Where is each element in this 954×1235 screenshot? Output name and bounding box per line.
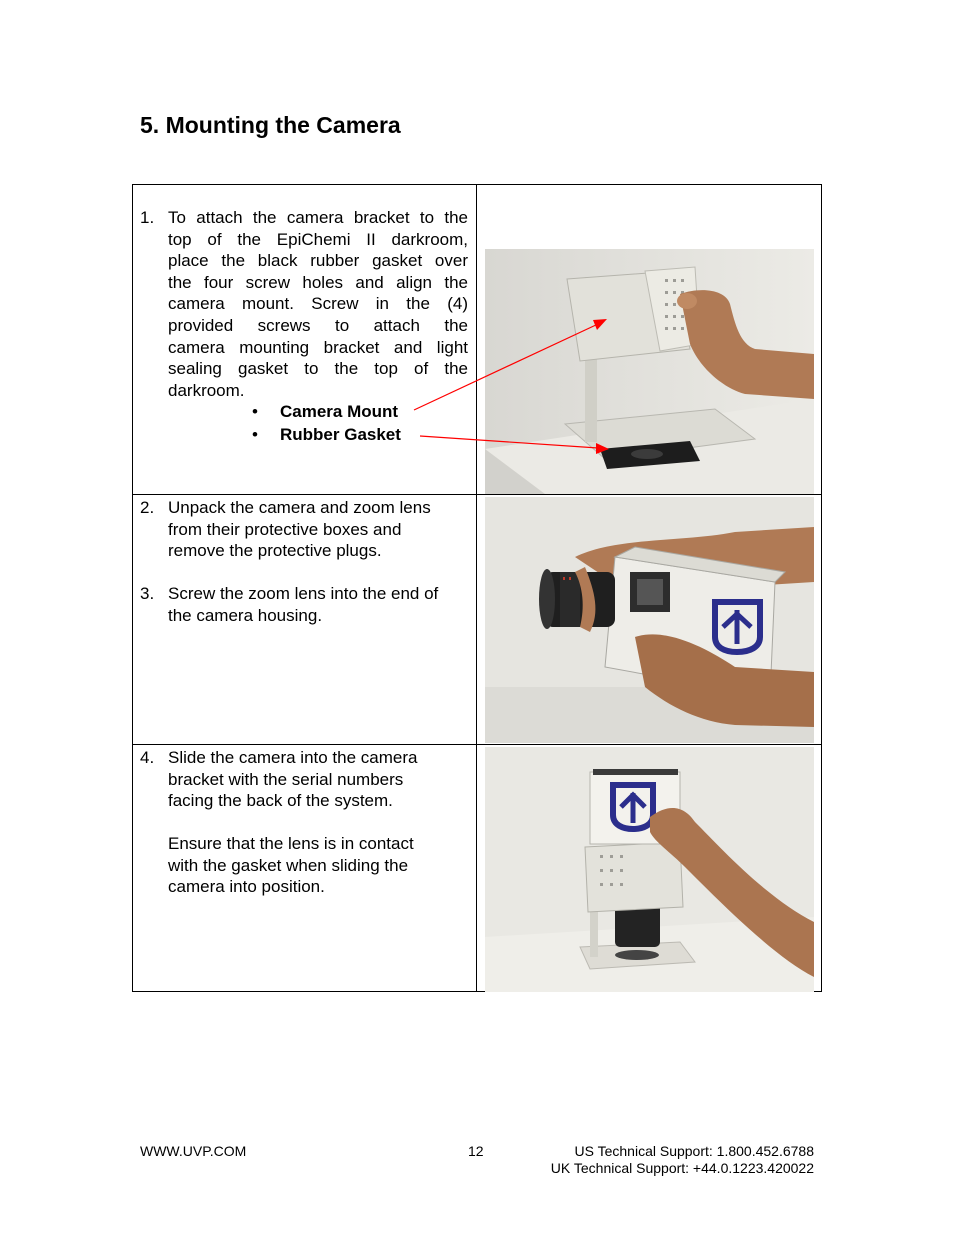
- step-note-line: camera into position.: [168, 877, 325, 897]
- arrow-camera-mount: [414, 324, 598, 410]
- step-text-line: camera mount. Screw in the (4): [168, 294, 468, 314]
- step-text-line: sealing gasket to the top of the: [168, 359, 468, 379]
- step-number: 1.: [140, 208, 155, 227]
- bullet-label: Rubber Gasket: [280, 425, 401, 444]
- bullet-dot: •: [252, 402, 258, 421]
- step-text-line: the four screw holes and align the: [168, 272, 468, 292]
- step-text-line: remove the protective plugs.: [168, 541, 382, 561]
- step-text-line: bracket with the serial numbers: [168, 769, 404, 789]
- photo-camera-lens: [485, 497, 814, 743]
- step-note-line: with the gasket when sliding the: [168, 855, 409, 875]
- step-text-line: darkroom.: [168, 380, 245, 400]
- step-text-line: Slide the camera into the camera: [168, 748, 418, 767]
- step-number: 3.: [140, 584, 155, 603]
- footer-page-number: 12: [468, 1143, 484, 1159]
- arrowhead-camera-mount: [593, 319, 607, 330]
- step-text-line: camera mounting bracket and light: [168, 337, 468, 357]
- step-text-line: top of the EpiChemi II darkroom,: [168, 229, 468, 249]
- step-text-line: To attach the camera bracket to the: [168, 208, 468, 227]
- footer-website: WWW.UVP.COM: [140, 1143, 247, 1159]
- step-number: 4.: [140, 748, 155, 767]
- step-text-line: place the black rubber gasket over: [168, 251, 468, 271]
- step-text-line: from their protective boxes and: [168, 519, 402, 539]
- arrow-rubber-gasket: [420, 436, 598, 448]
- step-number: 2.: [140, 498, 155, 517]
- step-text-line: facing the back of the system.: [168, 791, 393, 811]
- step-text-line: Unpack the camera and zoom lens: [168, 498, 431, 517]
- page-title: 5. Mounting the Camera: [140, 112, 401, 138]
- arrowhead-rubber-gasket: [596, 443, 609, 454]
- footer-us-support: US Technical Support: 1.800.452.6788: [574, 1143, 814, 1159]
- footer-uk-support: UK Technical Support: +44.0.1223.420022: [550, 1160, 814, 1176]
- step-text-line: Screw the zoom lens into the end of: [168, 584, 439, 603]
- bullet-dot: •: [252, 425, 258, 444]
- bullet-label: Camera Mount: [280, 402, 399, 421]
- photo-camera-in-bracket: [485, 747, 814, 992]
- step-text-line: provided screws to attach the: [168, 316, 468, 335]
- step-text-line: the camera housing.: [168, 605, 323, 625]
- step-note-line: Ensure that the lens is in contact: [168, 834, 414, 853]
